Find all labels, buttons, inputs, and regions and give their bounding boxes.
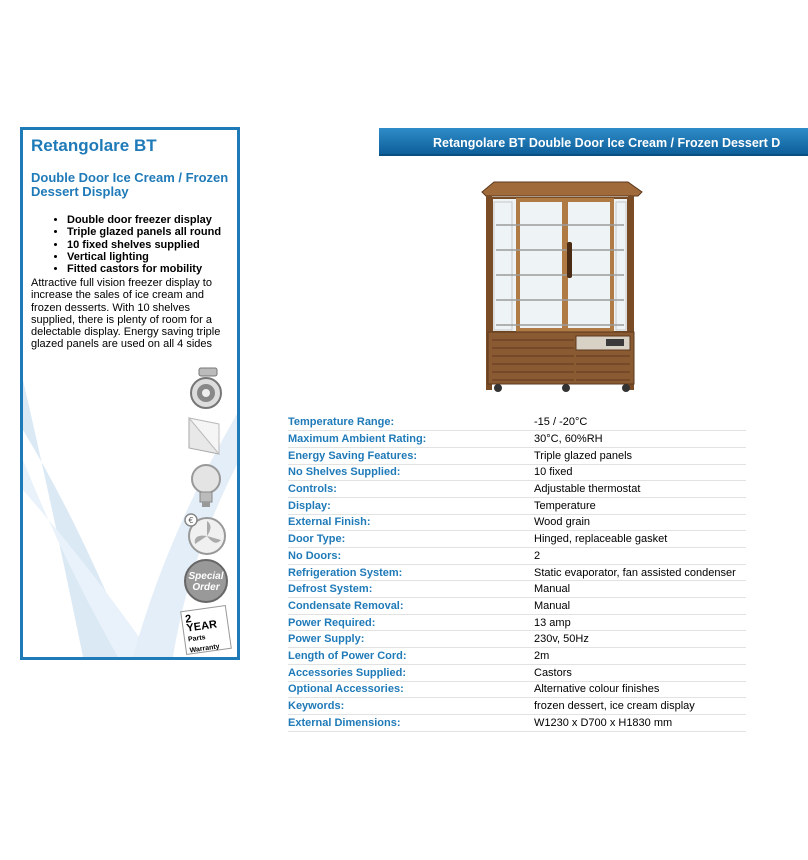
banner-title: Retangolare BT Double Door Ice Cream / Frozen Dessert D: [433, 136, 781, 150]
feature-item: • Fitted castors for mobility: [67, 263, 221, 275]
spec-value: Castors: [534, 664, 746, 681]
table-row: [288, 614, 746, 631]
sidebar-title: Retangolare BT: [31, 136, 157, 155]
table-row: [288, 631, 746, 648]
spec-value: 30°C, 60%RH: [534, 431, 746, 448]
table-row: [288, 514, 746, 531]
table-row: [288, 581, 746, 598]
spec-value: Static evaporator, fan assisted condenser: [534, 564, 746, 581]
warranty-label: Warranty: [189, 643, 221, 655]
spec-label: Door Type:: [288, 531, 534, 548]
table-row: [288, 464, 746, 481]
spec-label: Energy Saving Features:: [288, 447, 534, 464]
feature-list: [51, 214, 221, 275]
svg-text:€: €: [188, 516, 194, 525]
feature-item: • Triple glazed panels all round: [67, 226, 221, 238]
spec-label: External Dimensions:: [288, 714, 534, 731]
spec-value: Temperature: [534, 497, 746, 514]
spec-value: Wood grain: [534, 514, 746, 531]
table-row: [288, 531, 746, 548]
table-row: [288, 648, 746, 665]
special-order-icon: [183, 558, 229, 604]
table-row: [288, 447, 746, 464]
spec-label: Optional Accessories:: [288, 681, 534, 698]
table-row: [288, 681, 746, 698]
fan-icon: [183, 512, 229, 556]
feature-item: • 10 fixed shelves supplied: [67, 239, 221, 251]
light-bulb-icon: [183, 462, 229, 510]
spec-label: Power Required:: [288, 614, 534, 631]
spec-value: Hinged, replaceable gasket: [534, 531, 746, 548]
warranty-years: 2 YEAR: [184, 612, 218, 635]
spec-value: frozen dessert, ice cream display: [534, 698, 746, 715]
feature-item: • Vertical lighting: [67, 251, 221, 263]
special-order-line1: Special: [188, 571, 224, 582]
title-banner: [379, 128, 808, 156]
table-row: [288, 481, 746, 498]
spec-value: 13 amp: [534, 614, 746, 631]
spec-value: W1230 x D700 x H1830 mm: [534, 714, 746, 731]
spec-value: Adjustable thermostat: [534, 481, 746, 498]
spec-label: Maximum Ambient Rating:: [288, 431, 534, 448]
specifications-table: [288, 414, 746, 732]
spec-label: Power Supply:: [288, 631, 534, 648]
spec-value: -15 / -20°C: [534, 414, 746, 431]
spec-label: No Shelves Supplied:: [288, 464, 534, 481]
table-row: [288, 698, 746, 715]
spec-label: Keywords:: [288, 698, 534, 715]
table-row: [288, 714, 746, 731]
spec-value: 2: [534, 548, 746, 565]
table-row: [288, 548, 746, 565]
table-row: [288, 598, 746, 615]
spec-value: 2m: [534, 648, 746, 665]
product-image: [478, 180, 644, 392]
spec-value: 230v, 50Hz: [534, 631, 746, 648]
spec-value: Manual: [534, 598, 746, 615]
spec-label: Accessories Supplied:: [288, 664, 534, 681]
table-row: [288, 431, 746, 448]
feature-item: • Double door freezer display: [67, 214, 221, 226]
table-row: [288, 564, 746, 581]
warranty-badge-icon: [180, 605, 232, 655]
product-sidebar: [20, 127, 240, 660]
spec-label: Refrigeration System:: [288, 564, 534, 581]
spec-value: Triple glazed panels: [534, 447, 746, 464]
spec-label: Display:: [288, 497, 534, 514]
sidebar-subtitle: Double Door Ice Cream / Frozen Dessert Display: [31, 170, 229, 199]
spec-value: Alternative colour finishes: [534, 681, 746, 698]
table-row: [288, 664, 746, 681]
spec-label: Length of Power Cord:: [288, 648, 534, 665]
product-description: Attractive full vision freezer display to increase the sales of ice cream and frozen desserts. With 10 shelves supplied, there is plenty of room for a delectable display. Energy saving triple glazed panels are used on all 4 sides: [31, 277, 221, 351]
spec-label: No Doors:: [288, 548, 534, 565]
table-row: [288, 414, 746, 431]
spec-label: Defrost System:: [288, 581, 534, 598]
spec-label: Controls:: [288, 481, 534, 498]
spec-label: Temperature Range:: [288, 414, 534, 431]
glass-panel-icon: [183, 416, 229, 456]
table-row: [288, 497, 746, 514]
special-order-line2: Order: [192, 582, 220, 593]
castor-icon: [183, 366, 229, 412]
spec-label: Condensate Removal:: [288, 598, 534, 615]
spec-label: External Finish:: [288, 514, 534, 531]
spec-value: Manual: [534, 581, 746, 598]
spec-value: 10 fixed: [534, 464, 746, 481]
warranty-parts: Parts: [187, 634, 207, 644]
